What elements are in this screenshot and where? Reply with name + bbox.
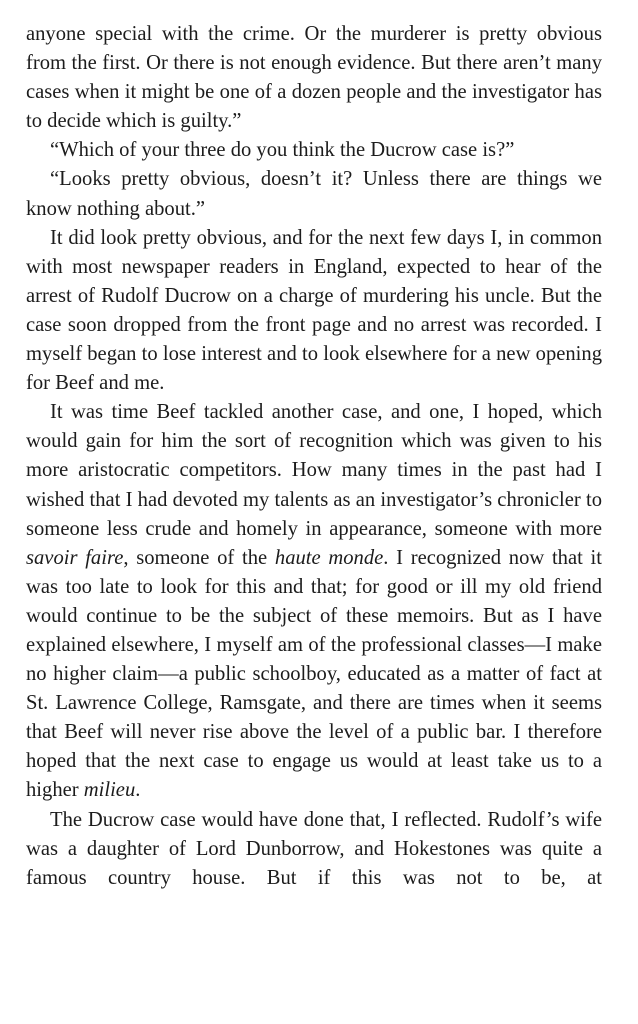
text-run: It was time Beef tackled another case, and one, I hoped, which would gain for him the sort of recognition which was given to his more aristocratic competitors. How many times in the past had I wished that I had devoted my talents as an investigator’s chronicler to someone less crude and homely in appearance, someone with more	[26, 401, 602, 540]
paragraph	[26, 806, 602, 893]
paragraph-continued	[26, 20, 602, 136]
text-run: “Looks pretty obvious, doesn’t it? Unless there are things we know nothing about.”	[26, 168, 602, 220]
italic-text: haute monde	[274, 546, 384, 569]
text-run: .	[135, 779, 141, 802]
text-run: . I recognized now that it was too late to look for this and that; for good or ill my old friend would continue to be the subject of these memoirs. But as I have explained elsewhere, I myself am of the professional classes—I make no higher claim—a public schoolboy, educated as a matter of fact at St. Lawrence College, Ramsgate, and there are times when it seems that Beef will never rise above the level of a public bar. I therefore hoped that the next case to engage us would at least take us to a higher	[26, 546, 603, 802]
text-run: “Which of your three do you think the Ducrow case is?”	[50, 139, 515, 162]
paragraph	[26, 165, 602, 223]
paragraph	[26, 398, 602, 805]
text-run: , someone of the	[123, 546, 275, 569]
text-run: anyone special with the crime. Or the murderer is pretty obvious from the first. Or there is not enough evidence. But there aren’t many cases when it might be one of a dozen people and the investigator has to decide which is guilty.”	[26, 23, 602, 133]
paragraph	[26, 136, 602, 165]
italic-text: milieu	[83, 779, 136, 802]
text-run: The Ducrow case would have done that, I reflected. Rudolf’s wife was a daughter of Lord Dunborrow, and Hokestones was quite a famous country house. But if this was not to be, at	[26, 808, 602, 889]
italic-text: savoir faire	[26, 546, 124, 569]
text-run: It did look pretty obvious, and for the next few days I, in common with most newspaper readers in England, expected to hear of the arrest of Rudolf Ducrow on a charge of murdering his uncle. But the case soon dropped from the front page and no arrest was recorded. I myself began to lose interest and to look elsewhere for a new opening for Beef and me.	[26, 226, 602, 395]
book-page	[26, 20, 602, 893]
paragraph	[26, 224, 602, 399]
